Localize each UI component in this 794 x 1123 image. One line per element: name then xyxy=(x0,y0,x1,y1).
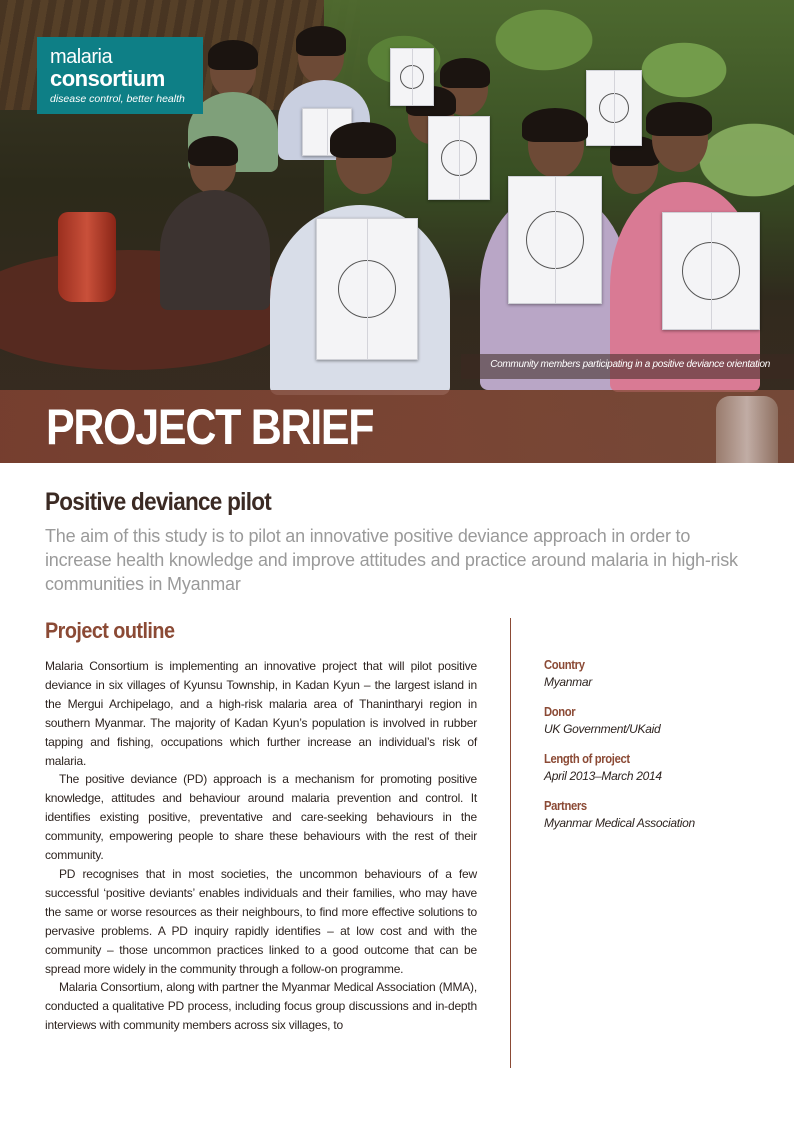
detail-partners xyxy=(544,798,774,832)
project-outline-body xyxy=(45,657,477,1035)
detail-label: Donor xyxy=(544,705,576,719)
person-hair xyxy=(440,58,490,88)
sad-face-paper xyxy=(428,116,490,200)
smiley-paper xyxy=(390,48,434,106)
person-body xyxy=(160,190,270,310)
smiley-paper xyxy=(316,218,418,360)
logo-line-1: malaria xyxy=(50,46,113,68)
photo-caption: Community members participating in a positive deviance orientation xyxy=(490,359,770,370)
body-paragraph: PD recognises that in most societies, the uncommon behaviours of a few successful ‘positive deviants’ enables individuals and their families, who may have the same or worse resources as their neighbours, to find more effective solutions to pervasive problems. A PD inquiry rapidly identifies – at low cost and with the community – those uncommon practices linked to a good outcome that can be spread more widely in the community through a follow-on programme. xyxy=(45,866,477,976)
body-paragraph: Malaria Consortium is implementing an innovative project that will pilot positive deviance in six villages of Kyunsu Township, in Kadan Kyun – the largest island in the Mergui Archipelago, and a high-risk malaria area of Thanintharyi region in southern Myanmar. The majority of Kadan Kyun’s population is involved in rubber tapping and fishing, occupations which further increase an individual’s risk of malaria. xyxy=(45,659,477,768)
malaria-consortium-logo xyxy=(37,37,203,114)
aim-statement: The aim of this study is to pilot an innovative positive deviance approach in order to increase health knowledge and improve attitudes and practice around malaria in high-risk communities in Myanmar xyxy=(45,526,738,594)
project-details xyxy=(544,657,774,845)
detail-value: Myanmar Medical Association xyxy=(544,816,695,830)
column-divider xyxy=(510,618,511,1068)
body-paragraph: The positive deviance (PD) approach is a mechanism for promoting positive knowledge, attitudes and behaviour around malaria prevention and control. It identifies existing positive, preventative and care-seeking behaviours in the community, empowering people to share these behaviours with the rest of their community. xyxy=(45,772,477,863)
person-hair xyxy=(522,108,588,142)
detail-donor xyxy=(544,704,774,738)
red-jug xyxy=(58,212,116,302)
sad-face-paper xyxy=(586,70,642,146)
person-hair xyxy=(188,136,238,166)
smiley-paper xyxy=(508,176,602,304)
detail-label: Length of project xyxy=(544,752,630,766)
detail-value: UK Government/UKaid xyxy=(544,722,661,736)
person-hair xyxy=(208,40,258,70)
project-outline-heading: Project outline xyxy=(45,618,175,643)
person-hair xyxy=(296,26,346,56)
detail-label: Partners xyxy=(544,799,587,813)
page-title: Positive deviance pilot xyxy=(45,488,272,516)
photo-caption-bar xyxy=(461,354,794,379)
sad-face-paper xyxy=(662,212,760,330)
person-hair xyxy=(646,102,712,136)
detail-value: April 2013–March 2014 xyxy=(544,769,662,783)
person-hair xyxy=(330,122,396,158)
detail-value: Myanmar xyxy=(544,675,592,689)
water-bottle xyxy=(716,396,778,463)
detail-label: Country xyxy=(544,658,585,672)
project-brief-banner xyxy=(0,390,794,463)
logo-line-2: consortium xyxy=(50,66,165,91)
detail-country xyxy=(544,657,774,691)
banner-heading: PROJECT BRIEF xyxy=(46,399,374,455)
detail-length xyxy=(544,751,774,785)
logo-tagline: disease control, better health xyxy=(50,93,185,105)
body-paragraph: Malaria Consortium, along with partner the Myanmar Medical Association (MMA), conducted a qualitative PD process, including focus group discussions and in-depth interviews with community members across six villages, to xyxy=(45,980,477,1033)
